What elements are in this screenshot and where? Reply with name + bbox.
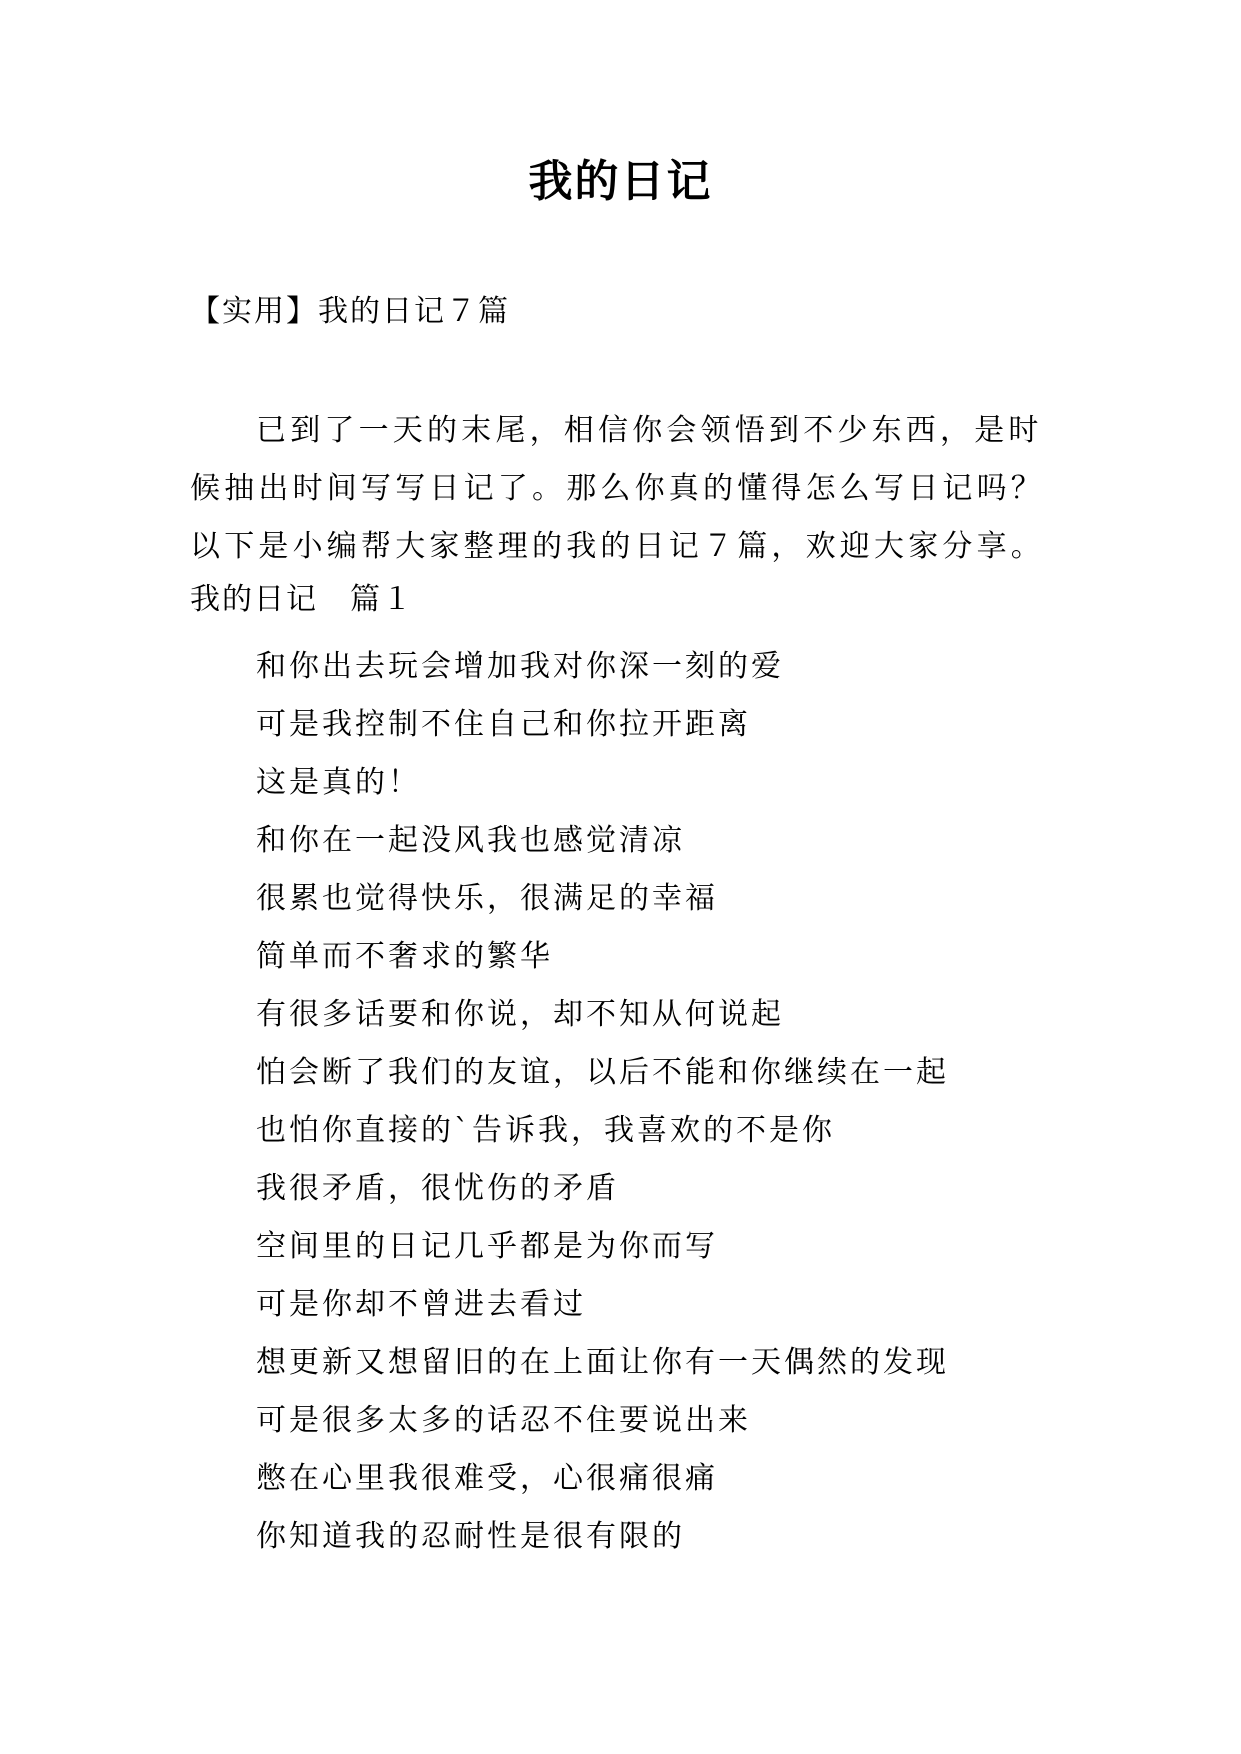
poem-lines <box>256 638 949 1566</box>
poem-line: 你知道我的忍耐性是很有限的 <box>256 1519 685 1554</box>
poem-line: 有很多话要和你说，却不知从何说起 <box>256 997 784 1032</box>
poem-line: 和你在一起没风我也感觉清凉 <box>256 823 685 858</box>
poem-line: 怕会断了我们的友谊，以后不能和你继续在一起 <box>256 1055 949 1090</box>
poem-line: 和你出去玩会增加我对你深一刻的爱 <box>256 649 784 684</box>
poem-line: 可是你却不曾进去看过 <box>256 1287 586 1322</box>
poem-line: 我很矛盾，很忧伤的矛盾 <box>256 1171 619 1206</box>
document-title: 我的日记 <box>528 156 713 207</box>
poem-line: 这是真的！ <box>256 765 421 800</box>
poem-line: 空间里的日记几乎都是为你而写 <box>256 1229 718 1264</box>
section-heading: 我的日记 篇１ <box>190 582 414 617</box>
poem-line: 简单而不奢求的繁华 <box>256 939 553 974</box>
poem-line: 很累也觉得快乐，很满足的幸福 <box>256 881 718 916</box>
document-subtitle: 【实用】我的日记７篇 <box>190 294 510 329</box>
poem-line: 也怕你直接的`告诉我，我喜欢的不是你 <box>256 1113 835 1148</box>
poem-line: 憋在心里我很难受，心很痛很痛 <box>256 1461 718 1496</box>
poem-line: 可是很多太多的话忍不住要说出来 <box>256 1403 751 1438</box>
intro-paragraph: 已到了一天的末尾，相信你会领悟到不少东西，是时候抽出时间写写日记了。那么你真的懂得怎么写日记吗？以下是小编帮大家整理的我的日记７篇，欢迎大家分享。 <box>190 413 1045 564</box>
poem-line: 可是我控制不住自己和你拉开距离 <box>256 707 751 742</box>
poem-line: 想更新又想留旧的在上面让你有一天偶然的发现 <box>256 1345 949 1380</box>
